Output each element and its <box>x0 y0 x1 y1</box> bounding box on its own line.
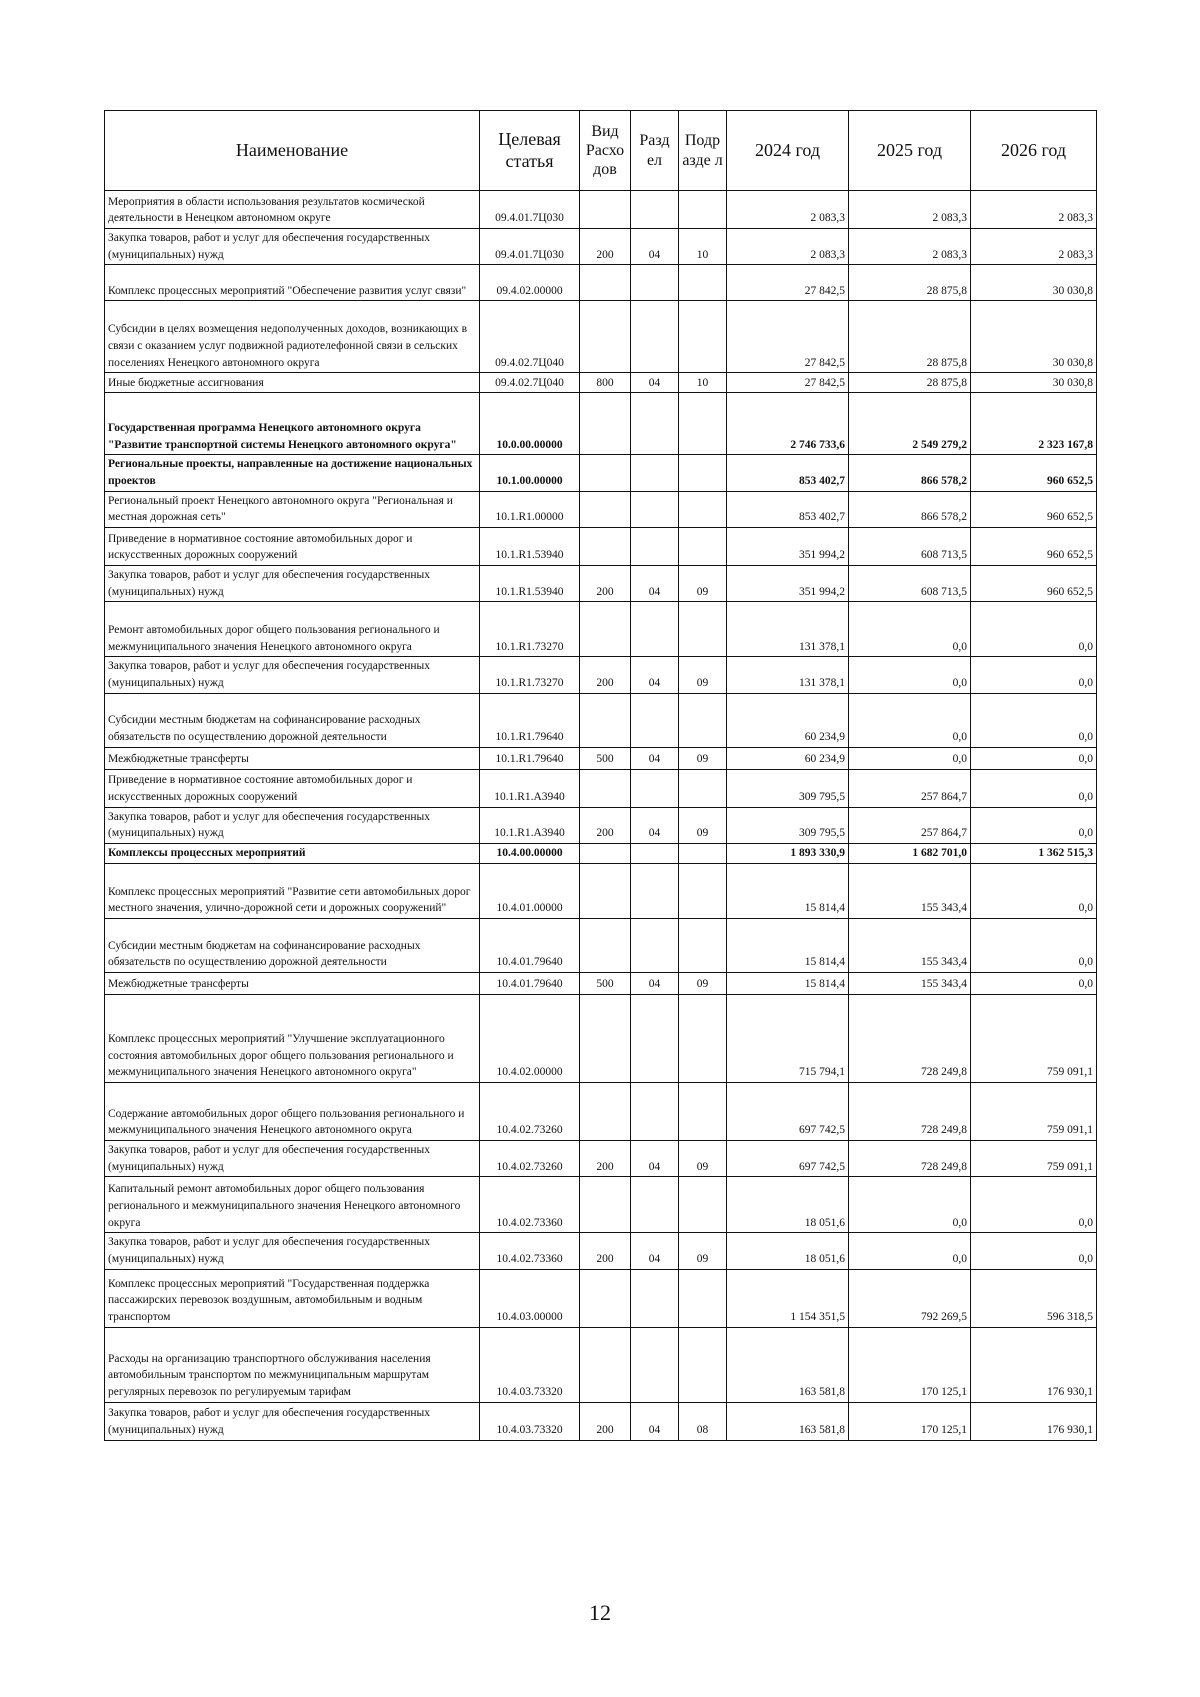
row-article: 09.4.02.7Ц040 <box>480 301 580 373</box>
row-razdel <box>631 265 679 301</box>
row-value-2024: 697 742,5 <box>727 1141 849 1177</box>
row-razdel <box>631 393 679 455</box>
table-body <box>105 191 1097 1441</box>
row-value-2024: 1 893 330,9 <box>727 844 849 864</box>
header-2026: 2026 год <box>971 111 1097 191</box>
row-value-2024: 309 795,5 <box>727 807 849 843</box>
row-article: 10.4.03.73320 <box>480 1402 580 1440</box>
row-name: Мероприятия в области использования результатов космической деятельности в Ненецком автономном округе <box>105 191 480 229</box>
row-vid <box>580 693 631 747</box>
row-vid <box>580 844 631 864</box>
row-value-2025: 0,0 <box>849 693 971 747</box>
table-row <box>105 229 1097 265</box>
row-article: 09.4.01.7Ц030 <box>480 191 580 229</box>
row-podrazdel: 09 <box>679 1233 727 1269</box>
row-name: Субсидии в целях возмещения недополученных доходов, возникающих в связи с оказанием услуг подвижной радиотелефонной связи в сельских поселениях Ненецкого автономного округа <box>105 301 480 373</box>
table-row <box>105 602 1097 657</box>
row-podrazdel <box>679 455 727 491</box>
row-article: 10.4.02.00000 <box>480 995 580 1083</box>
table-row <box>105 265 1097 301</box>
table-row <box>105 995 1097 1083</box>
row-article: 10.1.R1.73270 <box>480 657 580 693</box>
row-value-2025: 1 682 701,0 <box>849 844 971 864</box>
row-razdel: 04 <box>631 1233 679 1269</box>
row-value-2025: 28 875,8 <box>849 265 971 301</box>
row-podrazdel <box>679 602 727 657</box>
row-vid: 200 <box>580 566 631 602</box>
row-razdel <box>631 769 679 807</box>
row-value-2026: 0,0 <box>971 807 1097 843</box>
row-vid <box>580 1269 631 1327</box>
table-row <box>105 693 1097 747</box>
row-podrazdel: 09 <box>679 807 727 843</box>
row-value-2025: 257 864,7 <box>849 807 971 843</box>
row-podrazdel <box>679 995 727 1083</box>
row-value-2026: 759 091,1 <box>971 995 1097 1083</box>
header-razdel: Разд ел <box>631 111 679 191</box>
row-value-2024: 15 814,4 <box>727 864 849 919</box>
row-name: Приведение в нормативное состояние автомобильных дорог и искусственных дорожных сооружений <box>105 769 480 807</box>
row-podrazdel <box>679 265 727 301</box>
row-podrazdel <box>679 1177 727 1233</box>
row-value-2026: 759 091,1 <box>971 1141 1097 1177</box>
row-razdel <box>631 1327 679 1402</box>
table-row <box>105 1177 1097 1233</box>
row-vid <box>580 1327 631 1402</box>
row-article: 10.4.02.73260 <box>480 1141 580 1177</box>
row-value-2024: 715 794,1 <box>727 995 849 1083</box>
row-razdel: 04 <box>631 1141 679 1177</box>
row-article: 10.1.R1.A3940 <box>480 769 580 807</box>
table-row <box>105 393 1097 455</box>
row-podrazdel: 10 <box>679 229 727 265</box>
table-row <box>105 528 1097 566</box>
row-podrazdel <box>679 919 727 973</box>
row-vid: 200 <box>580 657 631 693</box>
row-podrazdel <box>679 393 727 455</box>
row-name: Закупка товаров, работ и услуг для обеспечения государственных (муниципальных) нужд <box>105 1233 480 1269</box>
table-row <box>105 1233 1097 1269</box>
row-value-2026: 0,0 <box>971 747 1097 769</box>
row-value-2026: 0,0 <box>971 973 1097 995</box>
row-vid <box>580 455 631 491</box>
row-value-2026: 960 652,5 <box>971 455 1097 491</box>
row-podrazdel <box>679 191 727 229</box>
row-value-2026: 0,0 <box>971 602 1097 657</box>
row-razdel <box>631 693 679 747</box>
row-razdel <box>631 528 679 566</box>
table-row <box>105 301 1097 373</box>
row-value-2024: 27 842,5 <box>727 301 849 373</box>
row-name: Закупка товаров, работ и услуг для обеспечения государственных (муниципальных) нужд <box>105 1402 480 1440</box>
row-value-2025: 866 578,2 <box>849 455 971 491</box>
row-vid <box>580 602 631 657</box>
table-row <box>105 455 1097 491</box>
row-podrazdel: 09 <box>679 566 727 602</box>
row-value-2025: 257 864,7 <box>849 769 971 807</box>
row-podrazdel: 08 <box>679 1402 727 1440</box>
row-value-2025: 28 875,8 <box>849 301 971 373</box>
row-value-2025: 792 269,5 <box>849 1269 971 1327</box>
row-article: 09.4.01.7Ц030 <box>480 229 580 265</box>
row-article: 10.4.00.00000 <box>480 844 580 864</box>
row-value-2026: 0,0 <box>971 769 1097 807</box>
row-value-2026: 596 318,5 <box>971 1269 1097 1327</box>
row-article: 10.1.R1.53940 <box>480 528 580 566</box>
row-name: Содержание автомобильных дорог общего пользования регионального и межмуниципального значения Ненецкого автономного округа <box>105 1083 480 1141</box>
row-value-2024: 2 746 733,6 <box>727 393 849 455</box>
row-podrazdel <box>679 864 727 919</box>
row-article: 10.1.R1.73270 <box>480 602 580 657</box>
row-podrazdel <box>679 769 727 807</box>
row-value-2025: 0,0 <box>849 1177 971 1233</box>
row-name: Комплексы процессных мероприятий <box>105 844 480 864</box>
row-value-2025: 155 343,4 <box>849 864 971 919</box>
row-vid <box>580 1177 631 1233</box>
row-article: 10.4.02.73260 <box>480 1083 580 1141</box>
row-razdel: 04 <box>631 747 679 769</box>
row-razdel <box>631 191 679 229</box>
row-article: 10.1.00.00000 <box>480 455 580 491</box>
row-value-2026: 0,0 <box>971 1177 1097 1233</box>
row-razdel: 04 <box>631 807 679 843</box>
row-razdel <box>631 1177 679 1233</box>
row-article: 10.0.00.00000 <box>480 393 580 455</box>
table-row <box>105 657 1097 693</box>
row-name: Приведение в нормативное состояние автомобильных дорог и искусственных дорожных сооружений <box>105 528 480 566</box>
row-article: 10.4.01.00000 <box>480 864 580 919</box>
row-podrazdel <box>679 301 727 373</box>
row-name: Комплекс процессных мероприятий "Улучшение эксплуатационного состояния автомобильных дорог общего пользования регионального и межмуниципального значения Ненецкого автономного округа" <box>105 995 480 1083</box>
row-value-2025: 2 083,3 <box>849 229 971 265</box>
row-podrazdel <box>679 1083 727 1141</box>
table-row <box>105 191 1097 229</box>
row-podrazdel: 10 <box>679 373 727 393</box>
row-value-2024: 60 234,9 <box>727 693 849 747</box>
row-value-2025: 728 249,8 <box>849 1141 971 1177</box>
row-article: 10.4.01.79640 <box>480 973 580 995</box>
row-value-2025: 155 343,4 <box>849 919 971 973</box>
row-article: 10.1.R1.00000 <box>480 491 580 527</box>
row-name: Комплекс процессных мероприятий "Обеспечение развития услуг связи" <box>105 265 480 301</box>
table-row <box>105 1083 1097 1141</box>
row-name: Субсидии местным бюджетам на софинансирование расходных обязательств по осуществлению дорожной деятельности <box>105 693 480 747</box>
table-row <box>105 864 1097 919</box>
row-value-2024: 853 402,7 <box>727 491 849 527</box>
row-value-2026: 960 652,5 <box>971 566 1097 602</box>
header-name: Наименование <box>105 111 480 191</box>
row-vid <box>580 995 631 1083</box>
row-podrazdel <box>679 528 727 566</box>
header-vid: Вид Расхо дов <box>580 111 631 191</box>
row-name: Государственная программа Ненецкого автономного округа "Развитие транспортной системы Ненецкого автономного округа" <box>105 393 480 455</box>
header-podrazdel: Подр азде л <box>679 111 727 191</box>
row-name: Межбюджетные трансферты <box>105 747 480 769</box>
row-value-2025: 2 549 279,2 <box>849 393 971 455</box>
table-row <box>105 491 1097 527</box>
row-vid: 200 <box>580 229 631 265</box>
row-name: Комплекс процессных мероприятий "Государственная поддержка пассажирских перевозок воздушным, автомобильным и водным транспортом <box>105 1269 480 1327</box>
row-value-2026: 759 091,1 <box>971 1083 1097 1141</box>
row-podrazdel <box>679 844 727 864</box>
row-razdel: 04 <box>631 229 679 265</box>
table-row <box>105 1402 1097 1440</box>
row-name: Ремонт автомобильных дорог общего пользования регионального и межмуниципального значения Ненецкого автономного округа <box>105 602 480 657</box>
row-value-2024: 163 581,8 <box>727 1327 849 1402</box>
row-podrazdel <box>679 693 727 747</box>
row-value-2024: 351 994,2 <box>727 566 849 602</box>
row-value-2026: 2 083,3 <box>971 229 1097 265</box>
row-podrazdel <box>679 1269 727 1327</box>
row-vid <box>580 528 631 566</box>
row-value-2025: 2 083,3 <box>849 191 971 229</box>
row-name: Закупка товаров, работ и услуг для обеспечения государственных (муниципальных) нужд <box>105 657 480 693</box>
row-vid <box>580 1083 631 1141</box>
row-value-2026: 960 652,5 <box>971 491 1097 527</box>
table-row <box>105 1269 1097 1327</box>
row-podrazdel: 09 <box>679 657 727 693</box>
row-value-2025: 0,0 <box>849 747 971 769</box>
table-row <box>105 807 1097 843</box>
row-value-2024: 351 994,2 <box>727 528 849 566</box>
row-podrazdel: 09 <box>679 1141 727 1177</box>
row-value-2024: 2 083,3 <box>727 229 849 265</box>
row-vid: 800 <box>580 373 631 393</box>
row-podrazdel: 09 <box>679 973 727 995</box>
row-vid: 200 <box>580 1141 631 1177</box>
row-vid <box>580 769 631 807</box>
row-value-2026: 1 362 515,3 <box>971 844 1097 864</box>
row-razdel <box>631 455 679 491</box>
row-razdel <box>631 864 679 919</box>
row-value-2024: 27 842,5 <box>727 373 849 393</box>
row-vid: 200 <box>580 1233 631 1269</box>
table-row <box>105 1141 1097 1177</box>
row-value-2026: 30 030,8 <box>971 301 1097 373</box>
table-row <box>105 1327 1097 1402</box>
row-vid <box>580 301 631 373</box>
row-article: 10.1.R1.53940 <box>480 566 580 602</box>
row-vid <box>580 191 631 229</box>
table-header-row <box>105 111 1097 191</box>
budget-table <box>104 110 1097 1441</box>
row-razdel <box>631 919 679 973</box>
row-value-2025: 155 343,4 <box>849 973 971 995</box>
row-article: 10.1.R1.79640 <box>480 693 580 747</box>
row-article: 10.4.02.73360 <box>480 1177 580 1233</box>
row-value-2026: 2 323 167,8 <box>971 393 1097 455</box>
row-value-2024: 163 581,8 <box>727 1402 849 1440</box>
row-article: 10.1.R1.79640 <box>480 747 580 769</box>
row-value-2024: 697 742,5 <box>727 1083 849 1141</box>
row-value-2024: 18 051,6 <box>727 1177 849 1233</box>
row-value-2026: 176 930,1 <box>971 1327 1097 1402</box>
row-vid <box>580 491 631 527</box>
table-row <box>105 747 1097 769</box>
row-article: 10.4.02.73360 <box>480 1233 580 1269</box>
row-vid: 500 <box>580 973 631 995</box>
row-value-2026: 0,0 <box>971 864 1097 919</box>
table-row <box>105 919 1097 973</box>
row-razdel <box>631 844 679 864</box>
row-podrazdel <box>679 491 727 527</box>
row-article: 10.4.03.00000 <box>480 1269 580 1327</box>
row-value-2024: 131 378,1 <box>727 657 849 693</box>
table-row <box>105 973 1097 995</box>
row-razdel: 04 <box>631 973 679 995</box>
row-value-2024: 60 234,9 <box>727 747 849 769</box>
row-value-2025: 728 249,8 <box>849 1083 971 1141</box>
row-name: Иные бюджетные ассигнования <box>105 373 480 393</box>
row-value-2026: 0,0 <box>971 919 1097 973</box>
row-article: 10.1.R1.A3940 <box>480 807 580 843</box>
row-name: Комплекс процессных мероприятий "Развитие сети автомобильных дорог местного значения, улично-дорожной сети и дорожных сооружений" <box>105 864 480 919</box>
row-razdel <box>631 602 679 657</box>
row-value-2026: 960 652,5 <box>971 528 1097 566</box>
header-article: Целевая статья <box>480 111 580 191</box>
table-row <box>105 566 1097 602</box>
row-value-2025: 28 875,8 <box>849 373 971 393</box>
header-2024: 2024 год <box>727 111 849 191</box>
row-vid <box>580 919 631 973</box>
row-name: Закупка товаров, работ и услуг для обеспечения государственных (муниципальных) нужд <box>105 807 480 843</box>
page-number: 12 <box>589 1600 611 1625</box>
row-value-2024: 1 154 351,5 <box>727 1269 849 1327</box>
row-name: Закупка товаров, работ и услуг для обеспечения государственных (муниципальных) нужд <box>105 229 480 265</box>
header-2025: 2025 год <box>849 111 971 191</box>
table-row <box>105 373 1097 393</box>
row-value-2025: 170 125,1 <box>849 1327 971 1402</box>
row-vid <box>580 864 631 919</box>
row-name: Закупка товаров, работ и услуг для обеспечения государственных (муниципальных) нужд <box>105 1141 480 1177</box>
row-razdel: 04 <box>631 657 679 693</box>
row-vid: 200 <box>580 807 631 843</box>
row-name: Закупка товаров, работ и услуг для обеспечения государственных (муниципальных) нужд <box>105 566 480 602</box>
table-row <box>105 844 1097 864</box>
row-name: Субсидии местным бюджетам на софинансирование расходных обязательств по осуществлению дорожной деятельности <box>105 919 480 973</box>
row-podrazdel: 09 <box>679 747 727 769</box>
row-value-2025: 608 713,5 <box>849 528 971 566</box>
row-name: Расходы на организацию транспортного обслуживания населения автомобильным транспортом по межмуниципальным маршрутам регулярных перевозок по регулируемым тарифам <box>105 1327 480 1402</box>
row-article: 09.4.02.7Ц040 <box>480 373 580 393</box>
row-value-2025: 0,0 <box>849 657 971 693</box>
row-name: Межбюджетные трансферты <box>105 973 480 995</box>
row-article: 09.4.02.00000 <box>480 265 580 301</box>
row-value-2024: 15 814,4 <box>727 919 849 973</box>
row-value-2026: 0,0 <box>971 1233 1097 1269</box>
row-value-2026: 0,0 <box>971 693 1097 747</box>
row-value-2024: 15 814,4 <box>727 973 849 995</box>
row-razdel: 04 <box>631 1402 679 1440</box>
row-razdel <box>631 995 679 1083</box>
row-value-2024: 27 842,5 <box>727 265 849 301</box>
row-value-2026: 0,0 <box>971 657 1097 693</box>
row-razdel <box>631 1269 679 1327</box>
row-value-2024: 309 795,5 <box>727 769 849 807</box>
row-name: Региональный проект Ненецкого автономного округа "Региональная и местная дорожная сеть" <box>105 491 480 527</box>
row-value-2026: 176 930,1 <box>971 1402 1097 1440</box>
row-value-2026: 2 083,3 <box>971 191 1097 229</box>
row-value-2025: 0,0 <box>849 602 971 657</box>
row-value-2024: 18 051,6 <box>727 1233 849 1269</box>
row-value-2025: 0,0 <box>849 1233 971 1269</box>
row-vid: 200 <box>580 1402 631 1440</box>
row-value-2025: 728 249,8 <box>849 995 971 1083</box>
row-razdel: 04 <box>631 566 679 602</box>
row-vid <box>580 265 631 301</box>
row-article: 10.4.03.73320 <box>480 1327 580 1402</box>
row-value-2024: 853 402,7 <box>727 455 849 491</box>
row-podrazdel <box>679 1327 727 1402</box>
row-value-2025: 866 578,2 <box>849 491 971 527</box>
table-row <box>105 769 1097 807</box>
row-vid <box>580 393 631 455</box>
row-razdel: 04 <box>631 373 679 393</box>
row-article: 10.4.01.79640 <box>480 919 580 973</box>
row-name: Капитальный ремонт автомобильных дорог общего пользования регионального и межмуниципального значения Ненецкого автономного округа <box>105 1177 480 1233</box>
row-razdel <box>631 1083 679 1141</box>
row-vid: 500 <box>580 747 631 769</box>
row-name: Региональные проекты, направленные на достижение национальных проектов <box>105 455 480 491</box>
row-value-2025: 170 125,1 <box>849 1402 971 1440</box>
row-value-2026: 30 030,8 <box>971 265 1097 301</box>
row-value-2026: 30 030,8 <box>971 373 1097 393</box>
row-value-2024: 131 378,1 <box>727 602 849 657</box>
row-value-2024: 2 083,3 <box>727 191 849 229</box>
row-razdel <box>631 301 679 373</box>
row-razdel <box>631 491 679 527</box>
row-value-2025: 608 713,5 <box>849 566 971 602</box>
